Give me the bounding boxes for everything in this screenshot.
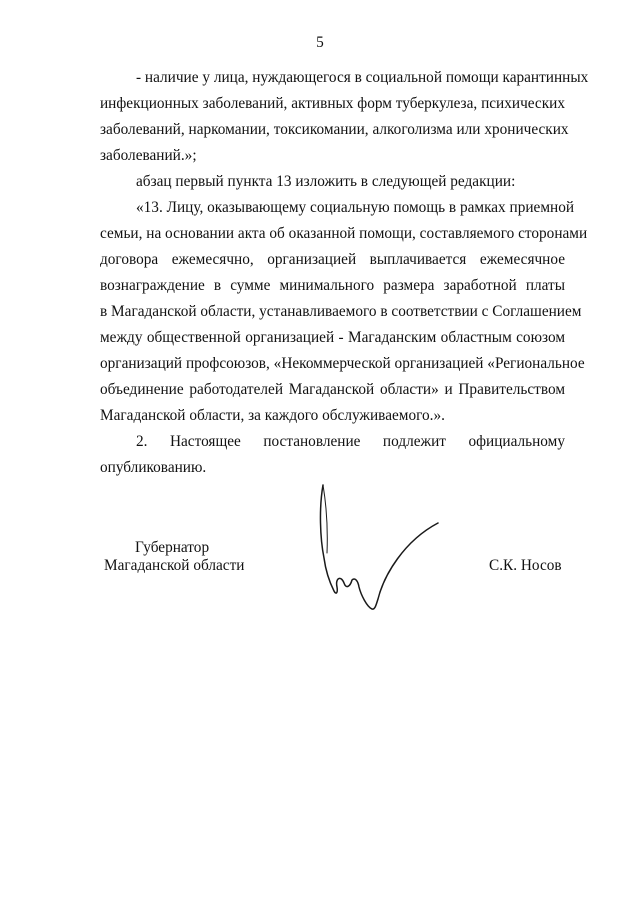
signatory-region: Магаданской области	[104, 557, 245, 574]
text-line: Магаданской области, за каждого обслуживаемого.».	[100, 407, 445, 424]
signatory-name: С.К. Носов	[489, 557, 562, 574]
text-line: договора ежемесячно, организацией выплачивается ежемесячное	[100, 251, 565, 268]
text-line: «13. Лицу, оказывающему социальную помощь в рамках приемной	[136, 199, 575, 216]
text-line: 2. Настоящее постановление подлежит официальному	[136, 433, 565, 450]
text-line: инфекционных заболеваний, активных форм туберкулеза, психических	[100, 95, 565, 112]
text-line: абзац первый пункта 13 изложить в следующей редакции:	[136, 173, 516, 190]
text-line: - наличие у лица, нуждающегося в социальной помощи карантинных	[136, 69, 589, 86]
text-line: объединение работодателей Магаданской области» и Правительством	[100, 381, 565, 398]
handwritten-signature	[312, 483, 442, 613]
text-line: заболеваний.»;	[100, 147, 197, 164]
text-line: опубликованию.	[100, 459, 207, 476]
text-line: между общественной организацией - Магаданским областным союзом	[100, 329, 565, 346]
text-line: семьи, на основании акта об оказанной помощи, составляемого сторонами	[100, 225, 588, 242]
page-number: 5	[316, 34, 324, 51]
text-line: заболеваний, наркомании, токсикомании, алкоголизма или хронических	[100, 121, 569, 138]
text-line: организаций профсоюзов, «Некоммерческой организацией «Региональное	[100, 355, 585, 372]
text-line: в Магаданской области, устанавливаемого в соответствии с Соглашением	[100, 303, 582, 320]
signatory-title: Губернатор	[135, 539, 210, 556]
text-line: вознаграждение в сумме минимального размера заработной платы	[100, 277, 565, 294]
